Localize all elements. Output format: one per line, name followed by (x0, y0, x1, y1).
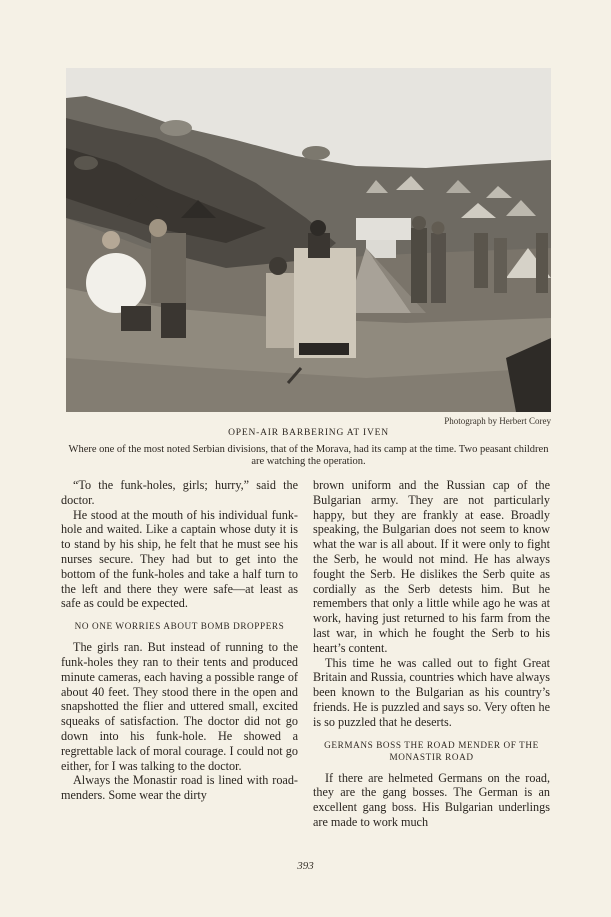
paragraph: The girls ran. But instead of running to the funk-holes they ran to their tents and produced minute cameras, each having a possible range of about 40 feet. They stood there in the open and snapshotted the flier and uttered small, excited squeaks of satisfaction. The doctor did not go down into his funk-hole. He showed a regrettable lack of moral courage. I could not go either, for I was talking to the doctor. (61, 640, 298, 773)
paragraph: Always the Monastir road is lined with road-menders. Some wear the dirty (61, 773, 298, 803)
photo-illustration (66, 68, 551, 412)
paragraph: If there are helmeted Germans on the road, they are the gang bosses. The German is an excellent gang boss. His Bulgarian underlings are made to work much (313, 770, 550, 829)
page-number: 393 (297, 860, 314, 872)
photograph-barbering-camp (66, 68, 551, 412)
paragraph: This time he was called out to fight Great Britain and Russia, countries which have always been known to the Bulgarian as his country’s friends. He is puzzled and says so. Very often he is so puzzled that he deserts. (313, 655, 550, 729)
paragraph: “To the funk-holes, girls; hurry,” said the doctor. (61, 478, 298, 507)
caption-body: Where one of the most noted Serbian divisions, that of the Morava, had its camp at the time. Two peasant children are watching the operation. (68, 444, 549, 467)
right-column (313, 478, 550, 830)
caption-title: OPEN-AIR BARBERING AT IVEN (228, 428, 389, 438)
section-subhead: NO ONE WORRIES ABOUT BOMB DROPPERS (74, 621, 285, 632)
left-column (61, 478, 298, 803)
section-subhead: GERMANS BOSS THE ROAD MENDER OF THE MONASTIR ROAD (324, 739, 539, 762)
paragraph-continued: brown uniform and the Russian cap of the Bulgarian army. They are not particularly happy, but they are frankly at ease. Broadly speaking, the Bulgarian does not seem to know what the war is all about. If it were only to fight the Serb, he would not mind. He has always fought the Serb. He dislikes the Serb quite as cordially as the Serb detests him. But he remembers that only a little while ago he was at work, having just returned to his farm from the last war, in which he fought the Serb to his heart’s content. (313, 478, 550, 655)
paragraph: He stood at the mouth of his individual funk-hole and waited. Like a captain whose duty it is to stand by his ship, he felt that he must see his nurses secure. They had but to get into the bottom of the funk-holes and take a half turn to the left and there they were safe—at least as safe as could be expected. (61, 507, 298, 611)
photo-credit: Photograph by Herbert Corey (444, 416, 551, 426)
